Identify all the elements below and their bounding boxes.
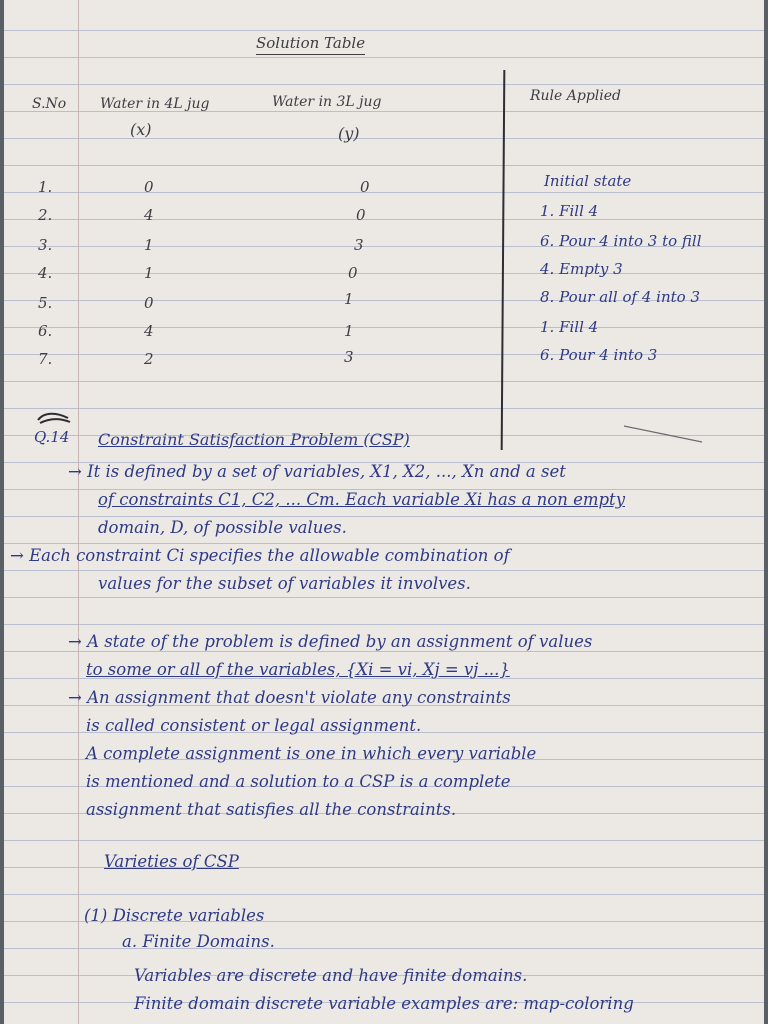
row-x: 2 bbox=[144, 350, 154, 368]
row-sno: 3. bbox=[38, 236, 53, 254]
row-y: 3 bbox=[354, 236, 364, 254]
body-line: is called consistent or legal assignment. bbox=[86, 716, 422, 735]
row-rule: 6. Pour 4 into 3 to fill bbox=[540, 232, 702, 250]
row-x: 0 bbox=[144, 178, 154, 196]
varieties-item: (1) Discrete variables bbox=[84, 906, 265, 925]
row-rule: 4. Empty 3 bbox=[540, 260, 623, 278]
body-line: → It is defined by a set of variables, X1, X2, ..., Xn and a set bbox=[68, 462, 566, 481]
row-y: 1 bbox=[344, 290, 354, 308]
header-sno: S.No bbox=[32, 96, 67, 112]
body-line: of constraints C1, C2, ... Cm. Each variable Xi has a non empty bbox=[98, 490, 626, 509]
header-rule: Rule Applied bbox=[530, 88, 622, 104]
row-sno: 1. bbox=[38, 178, 53, 196]
row-sno: 2. bbox=[38, 206, 53, 224]
question-label: Q.14 bbox=[34, 428, 70, 446]
varieties-subitem: a. Finite Domains. bbox=[122, 932, 275, 951]
row-y: 0 bbox=[360, 178, 370, 196]
row-sno: 5. bbox=[38, 294, 53, 312]
row-y: 1 bbox=[344, 322, 354, 340]
row-x: 1 bbox=[144, 236, 154, 254]
row-rule: Initial state bbox=[544, 172, 632, 190]
header-x-line1: Water in 4L jug bbox=[100, 96, 210, 112]
header-y-line1: Water in 3L jug bbox=[272, 94, 382, 110]
solution-table-title: Solution Table bbox=[256, 34, 365, 55]
body-line: → An assignment that doesn't violate any constraints bbox=[68, 688, 511, 707]
row-rule: 1. Fill 4 bbox=[540, 202, 599, 220]
row-x: 1 bbox=[144, 264, 154, 282]
body-line: → Each constraint Ci specifies the allowable combination of bbox=[10, 546, 510, 565]
body-line: assignment that satisfies all the constraints. bbox=[86, 800, 457, 819]
row-x: 0 bbox=[144, 294, 154, 312]
row-sno: 4. bbox=[38, 264, 53, 282]
row-y: 0 bbox=[348, 264, 358, 282]
body-line: to some or all of the variables, {Xi = vi, Xj = vj ...} bbox=[86, 660, 510, 679]
varieties-heading: Varieties of CSP bbox=[104, 852, 239, 871]
body-line: values for the subset of variables it involves. bbox=[98, 574, 471, 593]
header-y-line2: (y) bbox=[338, 124, 360, 143]
row-rule: 6. Pour 4 into 3 bbox=[540, 346, 658, 364]
body-line: domain, D, of possible values. bbox=[98, 518, 347, 537]
row-rule: 1. Fill 4 bbox=[540, 318, 599, 336]
row-x: 4 bbox=[144, 206, 154, 224]
varieties-text: Variables are discrete and have finite domains. bbox=[134, 966, 528, 985]
scribble-mark bbox=[34, 410, 74, 428]
body-line: A complete assignment is one in which every variable bbox=[86, 744, 537, 763]
notebook-page bbox=[4, 0, 764, 1024]
header-x-line2: (x) bbox=[130, 120, 152, 139]
body-line: → A state of the problem is defined by an assignment of values bbox=[68, 632, 593, 651]
varieties-text: Finite domain discrete variable examples are: map-coloring bbox=[134, 994, 634, 1013]
row-y: 3 bbox=[344, 348, 354, 366]
pencil-stroke bbox=[622, 424, 706, 446]
row-x: 4 bbox=[144, 322, 154, 340]
row-y: 0 bbox=[356, 206, 366, 224]
row-sno: 7. bbox=[38, 350, 53, 368]
margin-line bbox=[78, 0, 79, 1024]
row-sno: 6. bbox=[38, 322, 53, 340]
body-line: is mentioned and a solution to a CSP is a complete bbox=[86, 772, 511, 791]
row-rule: 8. Pour all of 4 into 3 bbox=[540, 288, 700, 306]
table-divider bbox=[501, 70, 506, 450]
question-title: Constraint Satisfaction Problem (CSP) bbox=[98, 430, 410, 449]
